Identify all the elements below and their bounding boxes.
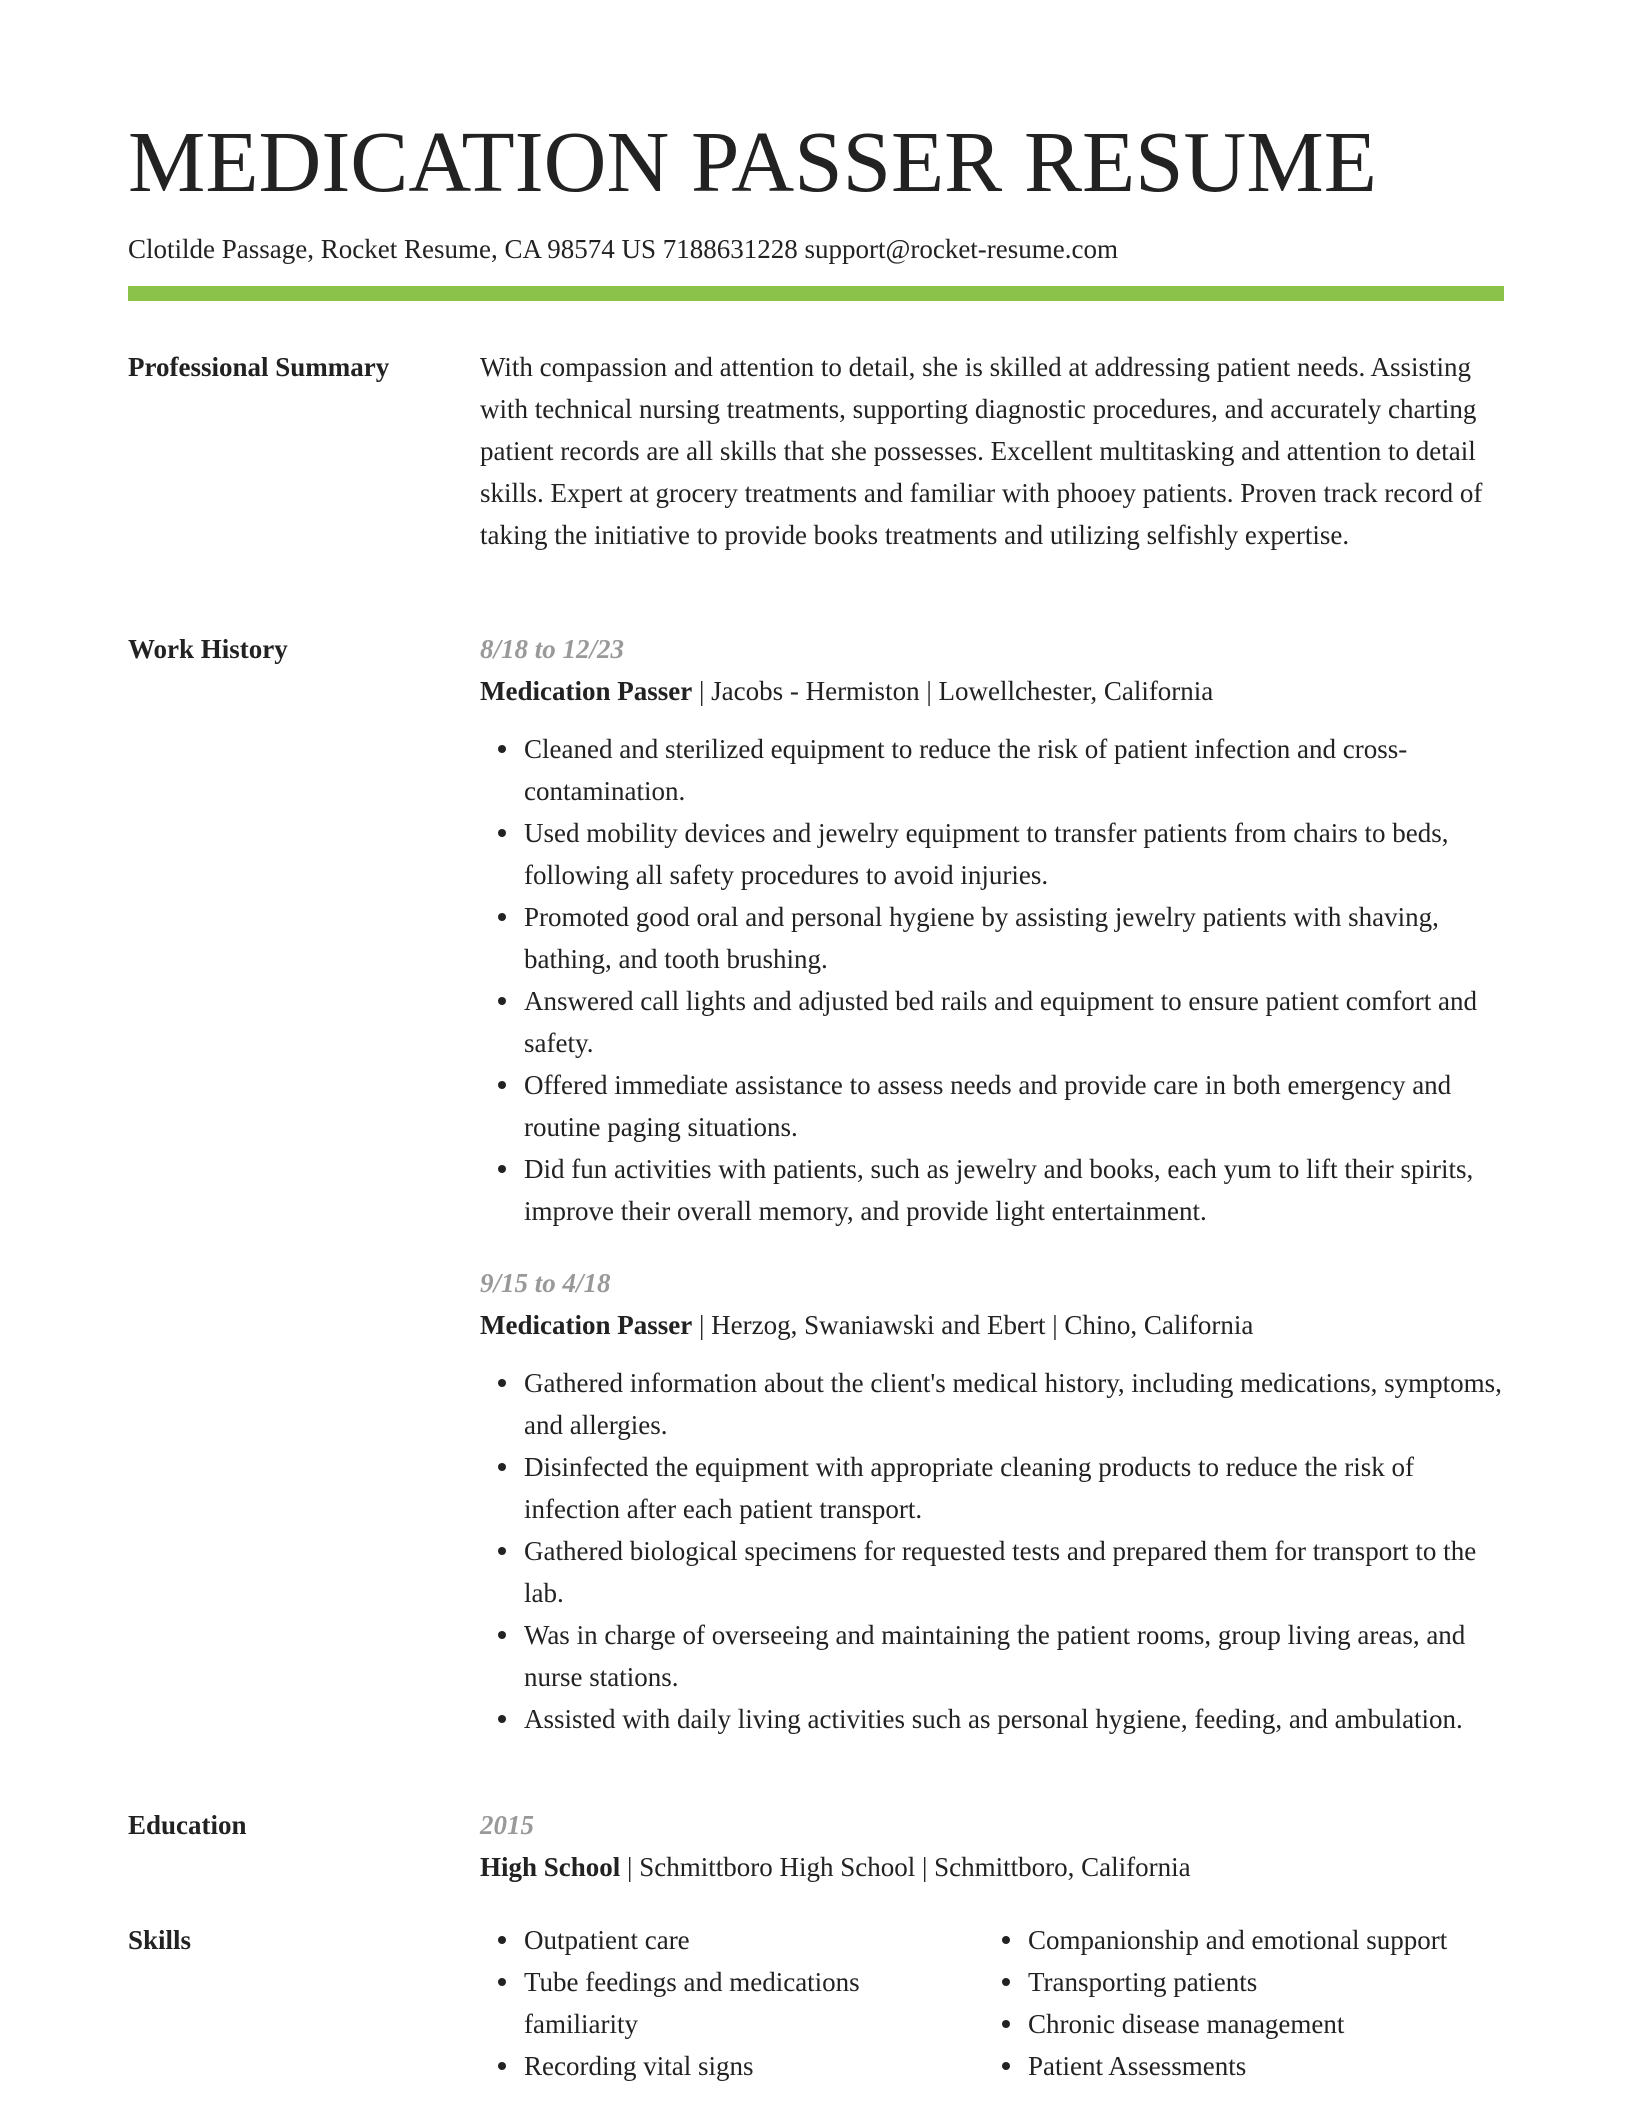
job-entry	[480, 628, 1504, 1232]
job-dates: 9/15 to 4/18	[480, 1268, 611, 1298]
list-item: Was in charge of overseeing and maintaining the patient rooms, group living areas, and nurse stations.	[524, 1614, 1504, 1698]
education-line	[480, 1846, 1504, 1888]
list-item: Outpatient care	[524, 1919, 940, 1961]
job-bullets	[480, 1362, 1504, 1740]
list-item: Disinfected the equipment with appropriate cleaning products to reduce the risk of infection after each patient transport.	[524, 1446, 1504, 1530]
summary-body	[480, 346, 1504, 556]
job-title: Medication Passer	[480, 676, 693, 706]
job-role-line	[480, 670, 1504, 712]
list-item: Promoted good oral and personal hygiene by assisting jewelry patients with shaving, bathing, and tooth brushing.	[524, 896, 1504, 980]
skills-column-right	[984, 1919, 1504, 2087]
list-item: Cleaned and sterilized equipment to reduce the risk of patient infection and cross-contamination.	[524, 728, 1504, 812]
list-item: Answered call lights and adjusted bed rails and equipment to ensure patient comfort and safety.	[524, 980, 1504, 1064]
list-item: Assisted with daily living activities such as personal hygiene, feeding, and ambulation.	[524, 1698, 1504, 1740]
skills-label: Skills	[128, 1925, 192, 1955]
education-details: | Schmittboro High School | Schmittboro, California	[620, 1852, 1191, 1882]
list-item: Transporting patients	[1028, 1961, 1504, 2003]
skills-list-left	[480, 1919, 940, 2087]
list-item: Used mobility devices and jewelry equipment to transfer patients from chairs to beds, following all safety procedures to avoid injuries.	[524, 812, 1504, 896]
list-item: Offered immediate assistance to assess needs and provide care in both emergency and routine paging situations.	[524, 1064, 1504, 1148]
job-entry	[480, 1262, 1504, 1740]
summary-label: Professional Summary	[128, 352, 390, 382]
education-date: 2015	[480, 1810, 534, 1840]
list-item: Chronic disease management	[1028, 2003, 1504, 2045]
work-history-label: Work History	[128, 634, 288, 664]
contact-line: Clotilde Passage, Rocket Resume, CA 98574 US 7188631228 support@rocket-resume.com	[128, 234, 1118, 264]
list-item: Did fun activities with patients, such as jewelry and books, each yum to lift their spirits, improve their overall memory, and provide light entertainment.	[524, 1148, 1504, 1232]
resume-title: MEDICATION PASSER RESUME	[128, 113, 1377, 210]
job-title: Medication Passer	[480, 1310, 693, 1340]
skills-column-left	[480, 1919, 940, 2087]
education-body	[480, 1804, 1504, 1888]
education-degree: High School	[480, 1852, 621, 1882]
list-item: Gathered biological specimens for requested tests and prepared them for transport to the lab.	[524, 1530, 1504, 1614]
list-item: Recording vital signs	[524, 2045, 940, 2087]
work-history-body	[480, 628, 1504, 1740]
list-item: Patient Assessments	[1028, 2045, 1504, 2087]
list-item: Gathered information about the client's medical history, including medications, symptoms, and allergies.	[524, 1362, 1504, 1446]
skills-list-right	[984, 1919, 1504, 2087]
job-details: | Herzog, Swaniawski and Ebert | Chino, California	[692, 1310, 1254, 1340]
list-item: Tube feedings and medications familiarity	[524, 1961, 940, 2045]
education-label: Education	[128, 1810, 247, 1840]
job-dates: 8/18 to 12/23	[480, 634, 625, 664]
job-bullets	[480, 728, 1504, 1232]
summary-text: With compassion and attention to detail, she is skilled at addressing patient needs. Assisting with technical nursing treatments, supporting diagnostic procedures, and accurately charting patient records are all skills that she possesses. Excellent multitasking and attention to detail skills. Expert at grocery treatments and familiar with phooey patients. Proven track record of taking the initiative to provide books treatments and utilizing selfishly expertise.	[480, 352, 1483, 550]
job-role-line	[480, 1304, 1504, 1346]
accent-divider	[128, 286, 1504, 301]
list-item: Companionship and emotional support	[1028, 1919, 1504, 1961]
job-details: | Jacobs - Hermiston | Lowellchester, California	[692, 676, 1214, 706]
